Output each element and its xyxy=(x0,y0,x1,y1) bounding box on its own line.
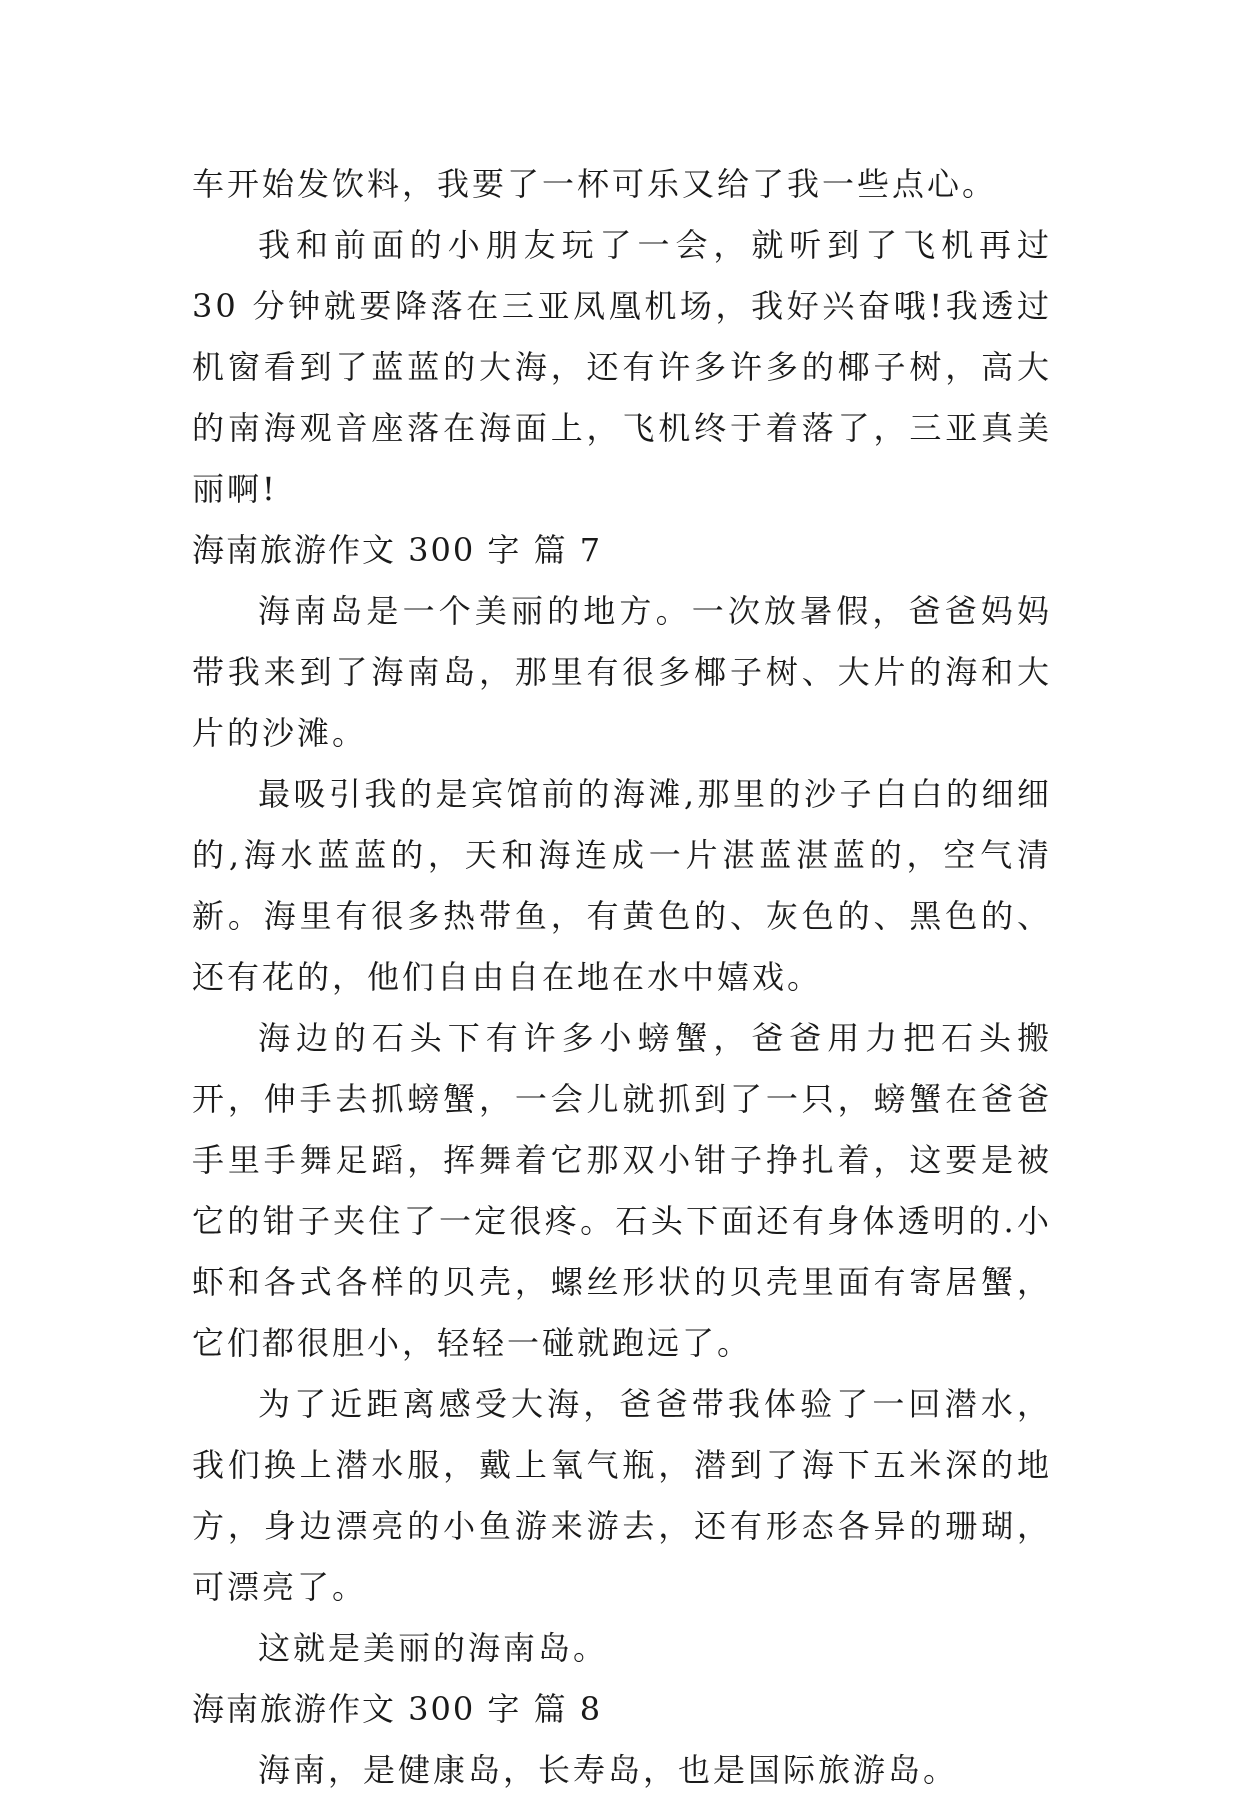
paragraph-continued: 车开始发饮料，我要了一杯可乐又给了我一些点心。 xyxy=(192,165,998,203)
paragraph: 最吸引我的是宾馆前的海滩,那里的沙子白白的细细的,海水蓝蓝的，天和海连成一片湛蓝湛蓝的，空气清新。海里有很多热带鱼，有黄色的、灰色的、黑色的、还有花的，他们自由自在地在水中嬉戏。 xyxy=(192,775,1052,996)
document-body xyxy=(192,154,1052,1801)
paragraph: 海南，是健康岛，长寿岛，也是国际旅游岛。 xyxy=(258,1751,959,1789)
paragraph: 海边的石头下有许多小螃蟹，爸爸用力把石头搬开，伸手去抓螃蟹，一会儿就抓到了一只，螃蟹在爸爸手里手舞足蹈，挥舞着它那双小钳子挣扎着，这要是被它的钳子夹住了一定很疼。石头下面还有身体透明的.小虾和各式各样的贝壳，螺丝形状的贝壳里面有寄居蟹，它们都很胆小，轻轻一碰就跑远了。 xyxy=(192,1019,1052,1362)
section-heading: 海南旅游作文 300 字 篇 7 xyxy=(192,531,603,569)
paragraph: 海南岛是一个美丽的地方。一次放暑假，爸爸妈妈带我来到了海南岛，那里有很多椰子树、大片的海和大片的沙滩。 xyxy=(192,592,1052,752)
paragraph: 这就是美丽的海南岛。 xyxy=(258,1629,609,1667)
paragraph: 为了近距离感受大海，爸爸带我体验了一回潜水，我们换上潜水服，戴上氧气瓶，潜到了海下五米深的地方，身边漂亮的小鱼游来游去，还有形态各异的珊瑚，可漂亮了。 xyxy=(192,1385,1052,1606)
paragraph: 我和前面的小朋友玩了一会，就听到了飞机再过 30 分钟就要降落在三亚凤凰机场，我好兴奋哦!我透过机窗看到了蓝蓝的大海，还有许多许多的椰子树，高大的南海观音座落在海面上，飞机终于着落了，三亚真美丽啊! xyxy=(192,226,1052,508)
section-heading: 海南旅游作文 300 字 篇 8 xyxy=(192,1690,603,1728)
